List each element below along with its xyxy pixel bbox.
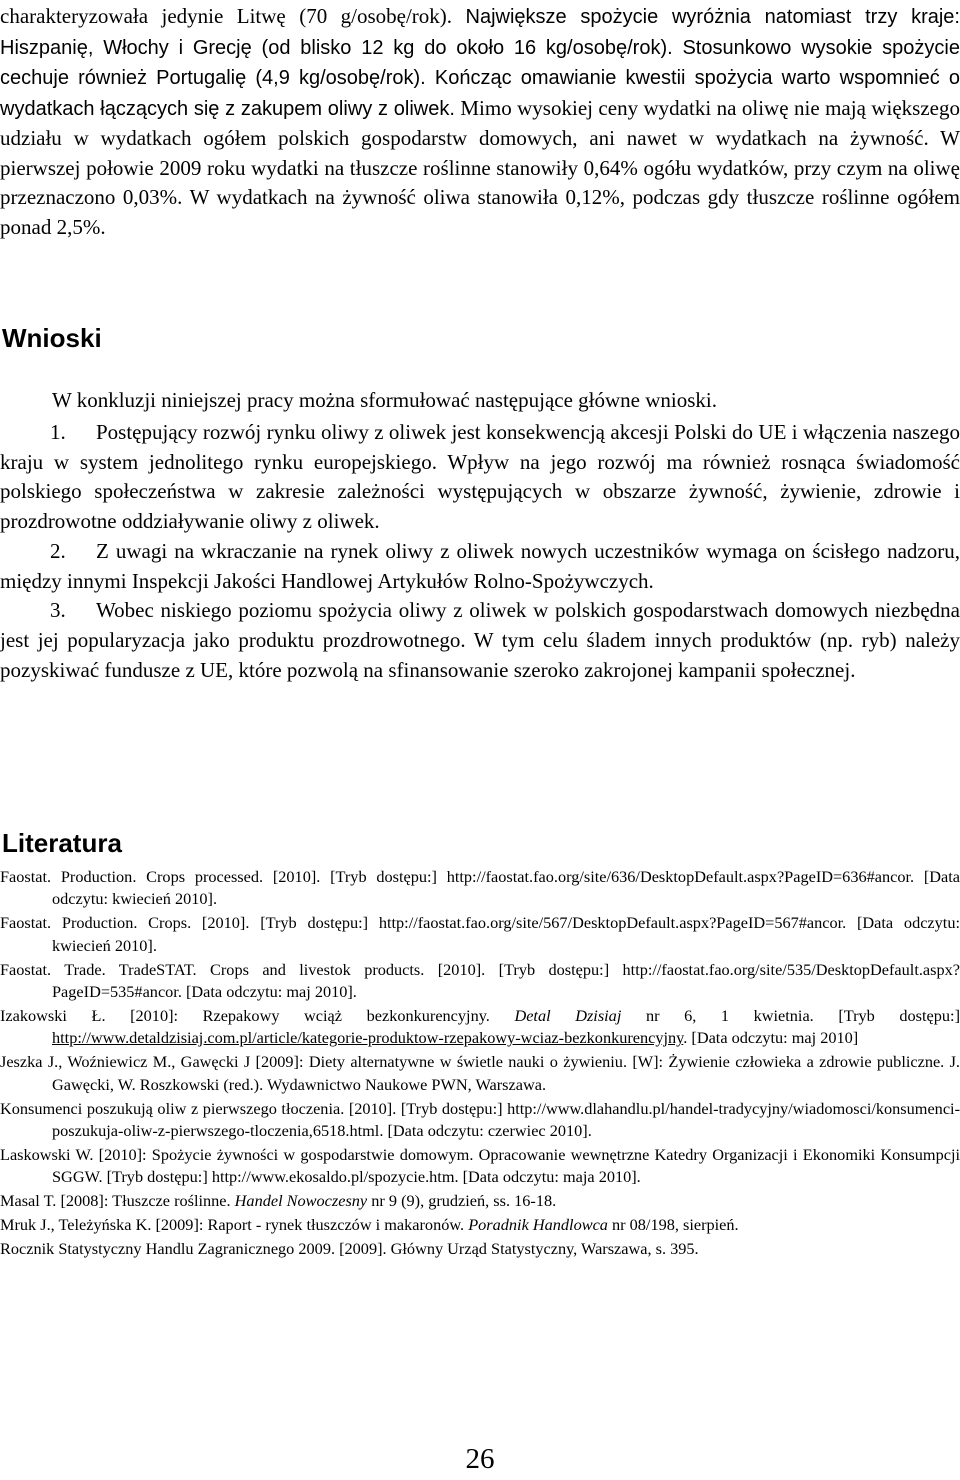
conclusions-intro: W konkluzji niniejszej pracy można sformułować następujące główne wnioski. (52, 388, 718, 412)
reference-item (0, 1144, 960, 1189)
reference-text: Masal T. [2008]: Tłuszcze roślinne. (0, 1191, 235, 1211)
reference-text: Jeszka J., Woźniewicz M., Gawęcki J [2009]: Diety alternatywne w świetle nauki o żywieniu. [W]: Żywienie człowieka a zdrowie publiczne. J. Gawęcki, W. Roszkowski (red.). Wydawnictwo Naukowe PWN, Warszawa. (0, 1052, 960, 1094)
references-heading: Literatura (2, 828, 122, 858)
reference-link[interactable]: http://www.detaldzisiaj.com.pl/article/kategorie-produktow-rzepakowy-wciaz-bezkonkurencyjny (52, 1028, 684, 1048)
conclusions-list (0, 418, 960, 685)
reference-text: Izakowski Ł. [2010]: Rzepakowy wciąż bezkonkurencyjny. (0, 1005, 515, 1025)
conclusion-item (0, 537, 960, 596)
reference-venue: Poradnik Handlowca (468, 1215, 608, 1235)
reference-item (0, 1051, 960, 1096)
page-number: 26 (465, 1443, 495, 1475)
reference-text-tail: nr 6, 1 kwietnia. [Tryb dostępu:] (621, 1005, 960, 1025)
paragraph-consumption-part-4: Mimo wysokiej ceny wydatki na oliwę nie mają większego udziału w wydatkach ogółem polskich gospodarstw domowych, ani nawet w wydatkach na żywność. W pierwszej połowie 2009 roku wydatki na tłuszcze roślinne stanowiły 0,64% ogółu wydatków, przy czym na oliwę przeznaczono 0,03%. W wydatkach na żywność oliwa stanowiła 0,12%, podczas gdy tłuszcze roślinne ogółem ponad 2,5%. (0, 95, 960, 239)
reference-item (0, 1005, 960, 1050)
conclusion-number: 1. (50, 420, 66, 444)
references-list (0, 866, 960, 1262)
reference-venue: Detal Dzisiaj (514, 1005, 622, 1025)
reference-text-tail: nr 9 (9), grudzień, ss. 16-18. (367, 1191, 557, 1211)
paragraph-consumption-part-2: Największe spożycie wyróżnia natomiast trzy kraje: Hiszpanię, Włochy i Grecję (od blisko 12 kg do około 16 kg/osobę/rok). Stosunkowo wysokie spożycie cechuje również Portugalię (4,9 kg/osobę/rok). (0, 6, 960, 89)
paragraph-consumption-part-3: Kończąc omawianie kwestii spożycia warto wspomnieć o wydatkach łączących się z zakupem oliwy z oliwek. (0, 67, 960, 120)
conclusions-heading: Wnioski (2, 323, 102, 353)
reference-text: Mruk J., Teleżyńska K. [2009]: Raport - rynek tłuszczów i makaronów. (0, 1215, 469, 1235)
conclusion-number: 2. (50, 538, 66, 563)
conclusion-number: 3. (50, 598, 66, 623)
reference-text: Rocznik Statystyczny Handlu Zagranicznego 2009. [2009]. Główny Urząd Statystyczny, Warszawa, s. 395. (0, 1239, 699, 1258)
reference-text-tail: nr 08/198, sierpień. (607, 1215, 739, 1235)
reference-item (0, 912, 960, 957)
conclusion-item (0, 596, 960, 685)
reference-venue: Handel Nowoczesny (234, 1191, 368, 1211)
reference-item (0, 959, 960, 1004)
reference-item (0, 1098, 960, 1143)
reference-text: Faostat. Production. Crops. [2010]. [Tryb dostępu:] http://faostat.fao.org/site/567/DesktopDefault.aspx?PageID=567#ancor. [Data odczytu: kwiecień 2010]. (0, 913, 960, 955)
conclusion-text: Postępujący rozwój rynku oliwy z oliwek jest konsekwencją akcesji Polski do UE i włączenia naszego kraju w system jednolitego rynku europejskiego. Wpływ na jego rozwój ma również rosnąca świadomość polskiego społeczeństwa w zakresie zależności występujących w obszarze żywność, żywienie, zdrowie i prozdrowotne oddziaływanie oliwy z oliwek. (0, 420, 960, 534)
reference-text: Faostat. Production. Crops processed. [2010]. [Tryb dostępu:] http://faostat.fao.org/site/636/DesktopDefault.aspx?PageID=636#ancor. [Data odczytu: kwiecień 2010]. (0, 867, 960, 909)
reference-item (0, 1190, 960, 1212)
reference-link-tail: . [Data odczytu: maj 2010] (683, 1028, 859, 1048)
reference-text: Konsumenci poszukują oliw z pierwszego tłoczenia. [2010]. [Tryb dostępu:] http://www.dlahandlu.pl/handel-tradycyjny/wiadomosci/konsumenci-poszukuja-oliw-z-pierwszego-tloczenia,6518.html. [Data odczytu: czerwiec 2010]. (0, 1098, 960, 1140)
conclusion-text: Z uwagi na wkraczanie na rynek oliwy z oliwek nowych uczestników wymaga on ścisłego nadzoru, między innymi Inspekcji Jakości Handlowej Artykułów Rolno-Spożywczych. (0, 538, 960, 593)
conclusion-text: Wobec niskiego poziomu spożycia oliwy z oliwek w polskich gospodarstwach domowych niezbędna jest jej popularyzacja jako produktu prozdrowotnego. W tym celu śladem innych produktów (np. ryb) należy pozyskiwać fundusze z UE, które pozwolą na sfinansowanie szeroko zakrojonej kampanii społecznej. (0, 598, 960, 682)
paragraph-consumption (0, 2, 960, 242)
conclusion-item (0, 418, 960, 537)
reference-item (0, 1214, 960, 1236)
reference-text: Faostat. Trade. TradeSTAT. Crops and livestok products. [2010]. [Tryb dostępu:] http://faostat.fao.org/site/535/DesktopDefault.aspx?PageID=535#ancor. [Data odczytu: maj 2010]. (0, 959, 960, 1002)
paragraph-consumption-part-1: charakteryzowała jedynie Litwę (70 g/osobę/rok). (0, 4, 466, 28)
reference-item (0, 866, 960, 911)
reference-item (0, 1238, 960, 1260)
reference-text: Laskowski W. [2010]: Spożycie żywności w gospodarstwie domowym. Opracowanie wewnętrzne Katedry Organizacji i Ekonomiki Konsumpcji SGGW. [Tryb dostępu:] http://www.ekosaldo.pl/spozycie.htm. [Data odczytu: maja 2010]. (0, 1144, 960, 1187)
